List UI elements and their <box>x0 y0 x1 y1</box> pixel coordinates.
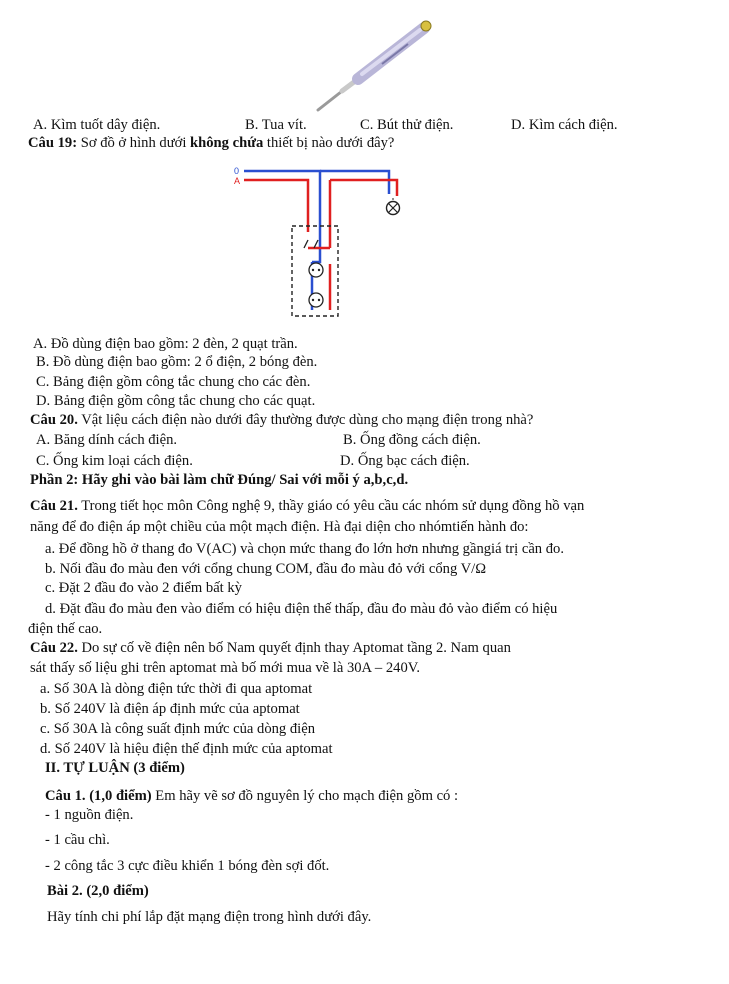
voltage-tester-image <box>312 18 437 114</box>
q18-option-b: B. Tua vít. <box>245 117 307 133</box>
q20-option-b: B. Ống đồng cách điện. <box>343 432 481 448</box>
q18-option-c: C. Bút thử điện. <box>360 117 454 133</box>
q21-number: Câu 21. <box>30 498 78 514</box>
q21-item-c: c. Đặt 2 đầu đo vào 2 điểm bất kỳ <box>45 580 242 596</box>
q22-stem-line2: sát thấy số liệu ghi trên aptomat mà bố mới mua về là 30A – 240V. <box>30 660 421 676</box>
essay2-label: Bài 2. (2,0 điểm) <box>47 883 149 899</box>
circuit-diagram <box>232 160 408 324</box>
essay2-stem: Hãy tính chi phí lắp đặt mạng điện trong hình dưới đây. <box>47 909 372 925</box>
q19-option-d: D. Bảng điện gồm công tắc chung cho các quạt. <box>36 393 316 409</box>
q21-stem-line2: năng để đo điện áp một chiều của một mạch điện. Hà đại diện cho nhómtiến hành đo: <box>30 519 529 535</box>
essay1-item-1: - 1 nguồn điện. <box>45 807 134 823</box>
q20-stem-text: Vật liệu cách điện nào dưới đây thường được dùng cho mạng điện trong nhà? <box>77 412 534 428</box>
section2-heading: II. TỰ LUẬN (3 điểm) <box>45 760 185 776</box>
q21-stem-line1 <box>30 497 584 515</box>
q20-option-c: C. Ống kim loại cách điện. <box>36 453 193 469</box>
q19-option-c: C. Bảng điện gồm công tắc chung cho các đèn. <box>36 374 311 390</box>
q19-stem-emphasis: không chứa <box>190 135 264 151</box>
essay1-stem-text: Em hãy vẽ sơ đồ nguyên lý cho mạch điện gồm có : <box>151 788 459 804</box>
q22-item-b: b. Số 240V là điện áp định mức của aptomat <box>40 701 300 717</box>
q20-option-d: D. Ống bạc cách điện. <box>340 453 470 469</box>
q21-item-b: b. Nối đầu đo màu đen với cổng chung COM, đầu đo màu đỏ với cổng V/Ω <box>45 561 487 577</box>
essay1-stem <box>45 787 458 805</box>
q19-stem-post: thiết bị nào dưới đây? <box>263 135 395 151</box>
q20-number: Câu 20. <box>30 412 78 428</box>
q19-stem-pre: Sơ đồ ở hình dưới <box>77 135 191 151</box>
q19-option-a: A. Đồ dùng điện bao gồm: 2 đèn, 2 quạt trần. <box>33 336 298 352</box>
socket-symbol-2 <box>309 293 323 307</box>
q18-option-a: A. Kìm tuốt dây điện. <box>33 117 161 133</box>
phase-label: A <box>234 176 241 186</box>
q19-option-b: B. Đồ dùng điện bao gồm: 2 ổ điện, 2 bóng đèn. <box>36 354 318 370</box>
q22-item-c: c. Số 30A là công suất định mức của dòng điện <box>40 721 316 737</box>
q20-stem <box>30 411 533 429</box>
socket-symbol-1 <box>309 263 323 277</box>
q21-item-d-line2: điện thế cao. <box>28 621 103 637</box>
q22-item-d: d. Số 240V là hiệu điện thế định mức của aptomat <box>40 741 333 757</box>
essay1-label: Câu 1. (1,0 điểm) <box>45 788 152 804</box>
part2-heading: Phần 2: Hãy ghi vào bài làm chữ Đúng/ Sai với mỗi ý a,b,c,d. <box>30 472 409 488</box>
q18-option-d: D. Kìm cách điện. <box>511 117 618 133</box>
q21-item-d-line1: d. Đặt đầu đo màu đen vào điểm có hiệu điện thế thấp, đầu đo màu đỏ vào điểm có hiệu <box>45 601 558 617</box>
q22-item-a: a. Số 30A là dòng điện tức thời đi qua aptomat <box>40 681 313 697</box>
essay1-item-3: - 2 công tắc 3 cực điều khiển 1 bóng đèn sợi đốt. <box>45 858 330 874</box>
q20-option-a: A. Băng dính cách điện. <box>36 432 178 448</box>
essay1-item-2: - 1 cầu chì. <box>45 832 110 848</box>
q21-item-a: a. Để đồng hồ ở thang đo V(AC) và chọn mức thang đo lớn hơn nhưng gầngiá trị cần đo. <box>45 541 564 557</box>
q22-stem-text: Do sự cố về điện nên bố Nam quyết định thay Aptomat tầng 2. Nam quan <box>77 640 511 656</box>
neutral-label: 0 <box>234 166 240 176</box>
q19-number: Câu 19: <box>28 135 78 151</box>
q22-stem-line1 <box>30 639 511 657</box>
q21-stem-text: Trong tiết học môn Công nghệ 9, thầy giáo có yêu cầu các nhóm sử dụng đồng hồ vạn <box>77 498 585 514</box>
q19-stem <box>28 134 394 152</box>
q22-number: Câu 22. <box>30 640 78 656</box>
